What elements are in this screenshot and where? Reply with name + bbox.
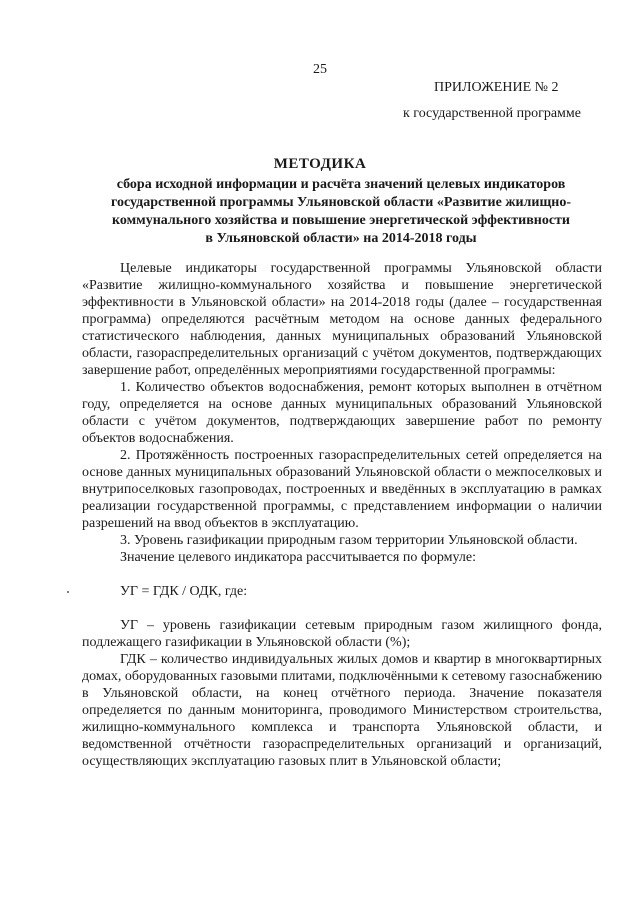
- gdk-definition: ГДК – количество индивидуальных жилых домов и квартир в многоквартирных домах, оборудованных газовыми плитами, подключёнными к сетевому газоснабжению в Ульяновской области, на конец отчётного периода. Значение показателя определяется по данным мониторинга, проводимого Министерством строительства, жилищно-коммунального комплекса и транспорта Ульяновской области, и ведомственной отчётности газораспределительных организаций и организаций, осуществляющих эксплуатацию газовых плит в Ульяновской области;: [82, 652, 602, 769]
- formula-intro: Значение целевого индикатора рассчитывается по формуле:: [120, 550, 477, 565]
- appendix-subtitle: к государственной программе: [403, 106, 581, 121]
- document-body: [82, 260, 602, 770]
- subtitle-line: государственной программы Ульяновской области «Развитие жилищно-: [110, 195, 572, 210]
- ug-definition: УГ – уровень газификации сетевым природным газом жилищного фонда, подлежащего газификации в Ульяновской области (%);: [82, 618, 602, 650]
- item-3-paragraph: 3. Уровень газификации природным газом территории Ульяновской области.: [120, 533, 578, 548]
- spacer: [82, 600, 602, 617]
- appendix-title: ПРИЛОЖЕНИЕ № 2: [434, 80, 559, 95]
- item-1-paragraph: 1. Количество объектов водоснабжения, ремонт которых выполнен в отчётном году, определяется на основе данных муниципальных образований Ульяновской области с учётом документов, подтверждающих завершение работ по ремонту объектов водоснабжения.: [82, 380, 602, 446]
- page-number: 25: [313, 62, 327, 77]
- subtitle-line: коммунального хозяйства и повышение энергетической эффективности: [112, 213, 570, 228]
- document-subtitle: [78, 176, 604, 248]
- spacer: [82, 566, 602, 583]
- intro-paragraph: Целевые индикаторы государственной программы Ульяновской области «Развитие жилищно-коммунального хозяйства и повышение энергетической эффективности в Ульяновской области» на 2014-2018 годы (далее – государственная программа) определяются расчётным методом на основе данных федерального статистического наблюдения, данных муниципальных образований Ульяновской области, газораспределительных организаций с учётом документов, подтверждающих завершение работ, определённых мероприятиями государственной программы:: [82, 261, 602, 378]
- subtitle-line: сбора исходной информации и расчёта значений целевых индикаторов: [116, 177, 566, 192]
- document-title: МЕТОДИКА: [273, 156, 367, 172]
- formula: УГ = ГДК / ОДК, где:: [120, 584, 248, 599]
- item-2-paragraph: 2. Протяжённость построенных газораспределительных сетей определяется на основе данных муниципальных образований Ульяновской области о межпоселковых и внутрипоселковых газопроводах, построенных и введённых в эксплуатацию в рамках реализации государственной программы, с представлением информации о наличии разрешений на ввод объектов в эксплуатацию.: [82, 448, 602, 531]
- subtitle-line: в Ульяновской области» на 2014-2018 годы: [205, 231, 477, 246]
- scan-speck: [67, 591, 69, 593]
